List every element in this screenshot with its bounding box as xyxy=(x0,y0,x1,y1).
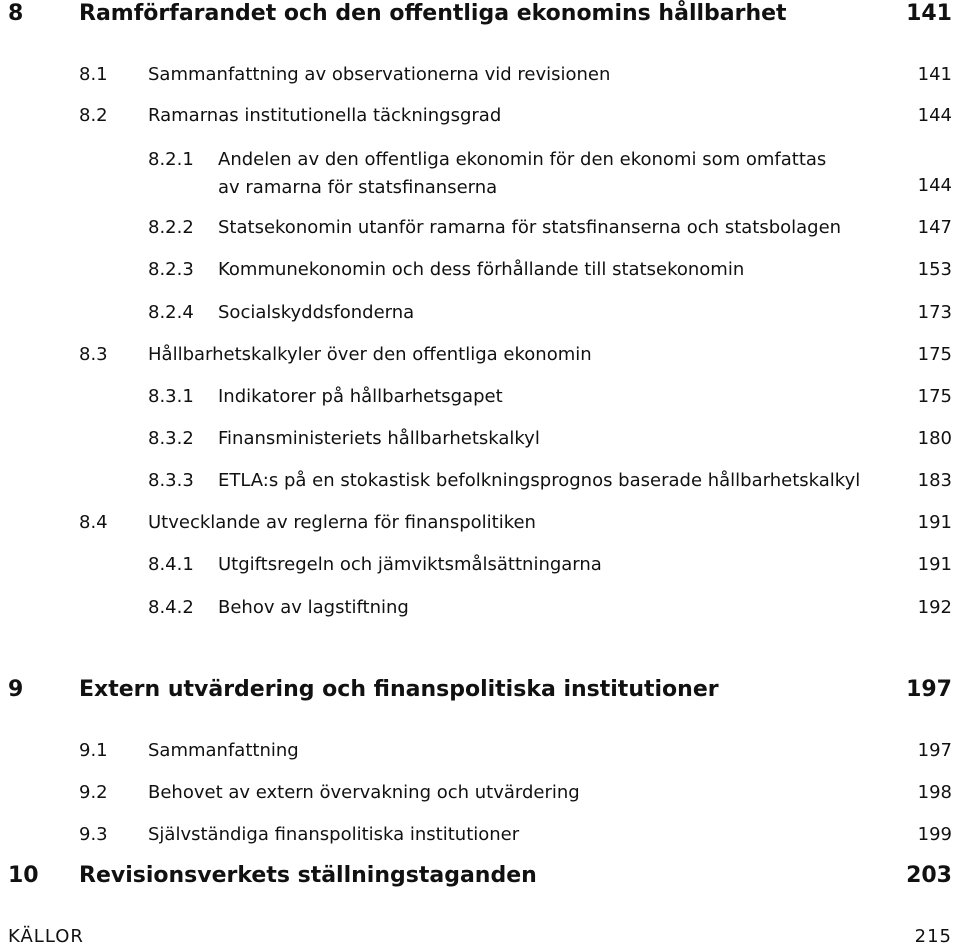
entry-title-line-2: av ramarna för statsfinanserna xyxy=(218,177,498,198)
entry-number: 9 xyxy=(8,677,24,702)
entry-title xyxy=(218,146,826,202)
entry-page: 191 xyxy=(917,512,952,533)
toc-entry-chapter-8[interactable] xyxy=(0,0,960,28)
entry-title: Finansministeriets hållbarhetskalkyl xyxy=(218,428,540,449)
entry-number: 8.3.1 xyxy=(148,386,194,407)
entry-title: Sammanfattning xyxy=(148,740,299,761)
entry-page: 141 xyxy=(917,64,952,85)
entry-page: 180 xyxy=(917,428,952,449)
entry-title: KÄLLOR xyxy=(8,926,84,947)
entry-number: 9.3 xyxy=(79,824,108,845)
entry-number: 8.4.2 xyxy=(148,597,194,618)
entry-page: 173 xyxy=(917,302,952,323)
entry-title: Statsekonomin utanför ramarna för statsfinanserna och statsbolagen xyxy=(218,217,842,238)
toc-entry-8-2-3[interactable] xyxy=(0,258,960,282)
toc-entry-8-2-2[interactable] xyxy=(0,216,960,240)
toc-entry-9-3[interactable] xyxy=(0,823,960,847)
entry-title: ETLA:s på en stokastisk befolkningsprognos baserade hållbarhetskalkyl xyxy=(218,470,861,491)
toc-entry-8-2[interactable] xyxy=(0,104,960,128)
entry-page: 175 xyxy=(917,386,952,407)
toc-entry-8-3-1[interactable] xyxy=(0,385,960,409)
toc-entry-chapter-9[interactable] xyxy=(0,676,960,704)
entry-title: Socialskyddsfonderna xyxy=(218,302,415,323)
entry-page: 175 xyxy=(917,344,952,365)
entry-title: Behovet av extern övervakning och utvärdering xyxy=(148,782,580,803)
entry-page: 183 xyxy=(917,470,952,491)
entry-page: 197 xyxy=(917,740,952,761)
entry-page: 203 xyxy=(906,863,952,888)
entry-number: 8.3.3 xyxy=(148,470,194,491)
entry-title: Extern utvärdering och finanspolitiska institutioner xyxy=(79,677,719,702)
entry-page: 144 xyxy=(917,105,952,126)
entry-title: Ramarnas institutionella täckningsgrad xyxy=(148,105,502,126)
entry-title: Sammanfattning av observationerna vid revisionen xyxy=(148,64,611,85)
entry-number: 8.2.2 xyxy=(148,217,194,238)
entry-number: 8.2.4 xyxy=(148,302,194,323)
toc-entry-chapter-10[interactable] xyxy=(0,862,960,890)
toc-entry-8-3-2[interactable] xyxy=(0,427,960,451)
entry-number: 10 xyxy=(8,863,39,888)
entry-page: 197 xyxy=(906,677,952,702)
entry-page: 198 xyxy=(917,782,952,803)
entry-number: 8.4 xyxy=(79,512,108,533)
entry-title: Ramförfarandet och den offentliga ekonomins hållbarhet xyxy=(79,1,787,26)
entry-number: 8 xyxy=(8,1,24,26)
toc-entry-9-2[interactable] xyxy=(0,781,960,805)
toc-entry-8-2-1[interactable] xyxy=(0,146,960,198)
entry-title: Utvecklande av reglerna för finanspolitiken xyxy=(148,512,536,533)
entry-number: 9.1 xyxy=(79,740,108,761)
entry-number: 8.2.1 xyxy=(148,149,194,170)
entry-title-line-1: Andelen av den offentliga ekonomin för den ekonomi som omfattas xyxy=(218,149,827,170)
entry-title: Behov av lagstiftning xyxy=(218,597,409,618)
entry-number: 8.3.2 xyxy=(148,428,194,449)
entry-number: 8.3 xyxy=(79,344,108,365)
toc-entry-sources[interactable] xyxy=(0,925,960,949)
toc-entry-8-2-4[interactable] xyxy=(0,301,960,325)
toc-entry-8-1[interactable] xyxy=(0,63,960,87)
entry-title: Utgiftsregeln och jämviktsmålsättningarna xyxy=(218,554,602,575)
entry-title: Självständiga finanspolitiska institutioner xyxy=(148,824,520,845)
entry-page: 141 xyxy=(906,1,952,26)
entry-number: 8.4.1 xyxy=(148,554,194,575)
entry-title: Kommunekonomin och dess förhållande till statsekonomin xyxy=(218,259,745,280)
toc-entry-8-3[interactable] xyxy=(0,343,960,367)
entry-number: 9.2 xyxy=(79,782,108,803)
entry-page: 215 xyxy=(914,926,952,947)
toc-entry-8-4[interactable] xyxy=(0,511,960,535)
entry-page: 153 xyxy=(917,259,952,280)
entry-title: Revisionsverkets ställningstaganden xyxy=(79,863,537,888)
entry-page: 191 xyxy=(917,554,952,575)
entry-page: 192 xyxy=(917,597,952,618)
toc-entry-8-3-3[interactable] xyxy=(0,469,960,493)
entry-number: 8.2 xyxy=(79,105,108,126)
entry-number: 8.2.3 xyxy=(148,259,194,280)
toc-entry-9-1[interactable] xyxy=(0,739,960,763)
entry-number: 8.1 xyxy=(79,64,108,85)
entry-page: 147 xyxy=(917,217,952,238)
entry-title: Indikatorer på hållbarhetsgapet xyxy=(218,386,503,407)
entry-title: Hållbarhetskalkyler över den offentliga ekonomin xyxy=(148,344,592,365)
toc-entry-8-4-1[interactable] xyxy=(0,553,960,577)
entry-page: 144 xyxy=(917,175,952,196)
entry-page: 199 xyxy=(917,824,952,845)
toc-entry-8-4-2[interactable] xyxy=(0,596,960,620)
